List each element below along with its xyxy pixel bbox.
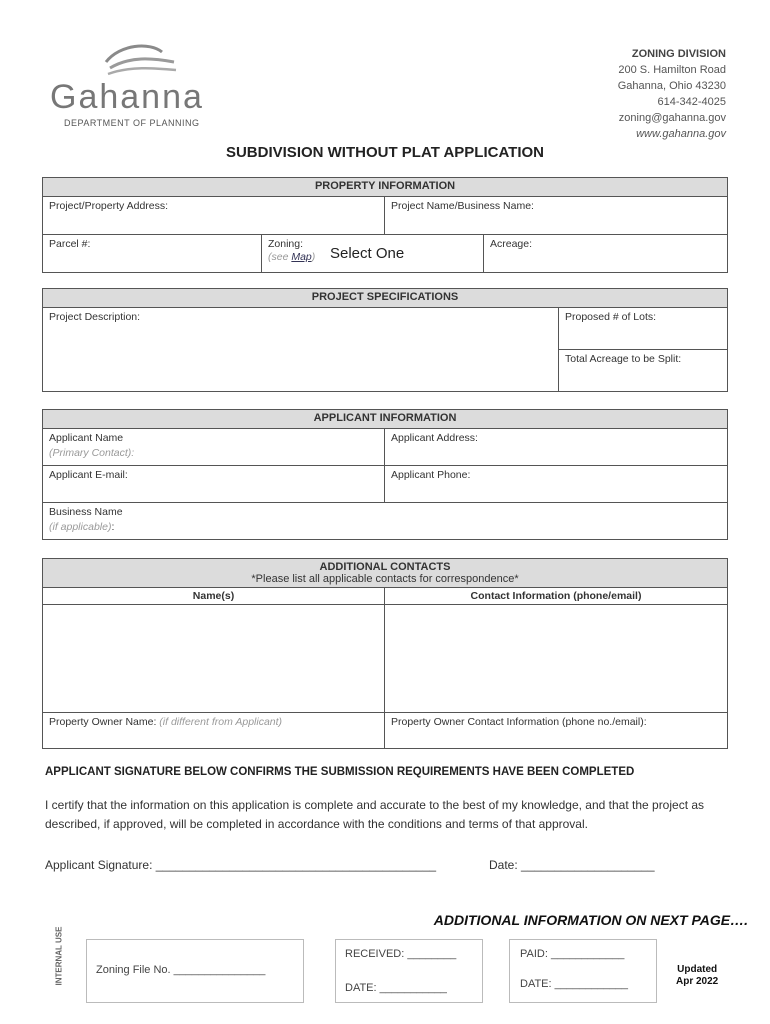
next-page-notice: ADDITIONAL INFORMATION ON NEXT PAGE…. [433,912,748,928]
owner-name-hint: (if different from Applicant) [159,716,283,728]
zoning-hint-pre: (see [268,251,292,263]
project-specs-heading: PROJECT SPECIFICATIONS [43,289,728,308]
phone-number: 614-342-4025 [657,96,726,108]
applicant-info-table [42,409,728,540]
additional-contacts-title: ADDITIONAL CONTACTS [319,561,451,573]
division-name: ZONING DIVISION [631,48,726,60]
property-address-label: Project/Property Address: [49,200,169,212]
website[interactable]: www.gahanna.gov [636,128,726,140]
applicant-email-label: Applicant E-mail: [49,469,128,481]
acreage-label: Acreage: [490,238,533,250]
project-description-field[interactable] [43,308,559,392]
acreage-split-field[interactable] [559,350,728,392]
proposed-lots-label: Proposed # of Lots: [565,311,657,323]
business-name-label: Business Name [49,506,123,518]
applicant-phone-field[interactable] [385,466,728,503]
contact-info-field[interactable] [385,605,728,713]
contact-info-column-header: Contact Information (phone/email) [385,588,728,605]
paid-label: PAID: ____________ [520,948,625,960]
applicant-name-hint: (Primary Contact): [49,447,135,459]
owner-contact-field[interactable] [385,713,728,749]
zoning-hint-post: ) [311,251,316,263]
project-name-field[interactable] [385,197,728,235]
received-box[interactable] [335,939,483,1003]
additional-contacts-subtitle: *Please list all applicable contacts for correspondence* [251,573,519,585]
property-info-table [42,177,728,273]
applicant-signature-line[interactable]: Applicant Signature: __________________________________________ [45,858,437,872]
owner-name-label: Property Owner Name: [49,716,160,728]
business-name-field[interactable] [43,503,728,540]
paid-date-label: DATE: ____________ [520,978,629,990]
project-specs-table [42,288,728,392]
updated-date: Apr 2022 [676,976,719,987]
gahanna-wave-logo-icon [100,40,180,82]
proposed-lots-field[interactable] [559,308,728,350]
city-address: Gahanna, Ohio 43230 [617,80,726,92]
updated-stamp [676,964,718,988]
acreage-split-label: Total Acreage to be Split: [565,353,682,365]
business-name-hint: (if applicable) [49,521,112,533]
received-label: RECEIVED: ________ [345,948,457,960]
form-title: SUBDIVISION WITHOUT PLAT APPLICATION [225,144,545,161]
zoning-file-box[interactable] [86,939,304,1003]
parcel-field[interactable] [43,235,262,273]
signature-heading: APPLICANT SIGNATURE BELOW CONFIRMS THE SUBMISSION REQUIREMENTS HAVE BEEN COMPLETED [45,766,635,778]
owner-name-field[interactable] [43,713,385,749]
zoning-label: Zoning: [268,238,304,250]
acreage-field[interactable] [484,235,728,273]
email-address[interactable]: zoning@gahanna.gov [618,112,726,124]
zoning-file-label: Zoning File No. _______________ [96,964,266,976]
street-address: 200 S. Hamilton Road [618,64,726,76]
internal-use-label: INTERNAL USE [54,926,64,986]
property-info-heading: PROPERTY INFORMATION [43,178,728,197]
updated-label: Updated [677,964,718,975]
dept-name: DEPARTMENT OF PLANNING [64,118,200,128]
applicant-email-field[interactable] [43,466,385,503]
names-column-header: Name(s) [43,588,385,605]
project-description-label: Project Description: [49,311,141,323]
zoning-field[interactable] [262,235,484,273]
applicant-phone-label: Applicant Phone: [391,469,471,481]
certification-text: I certify that the information on this application is complete and accurate to the best of my knowledge, and that the project as described, if approved, will be completed in accordance with the conditions and terms of that approval. [45,798,705,831]
paid-box[interactable] [509,939,657,1003]
owner-contact-label: Property Owner Contact Information (phone no./email): [391,716,647,728]
additional-contacts-heading [43,559,728,588]
org-logo-text: Gahanna [50,78,204,116]
additional-contacts-table [42,558,728,749]
applicant-name-field[interactable] [43,429,385,466]
business-name-colon: : [111,521,115,533]
received-date-label: DATE: ___________ [345,982,447,994]
project-name-label: Project Name/Business Name: [391,200,534,212]
applicant-address-label: Applicant Address: [391,432,478,444]
applicant-name-label: Applicant Name [49,432,124,444]
signature-date-line[interactable]: Date: ____________________ [489,858,655,872]
property-address-field[interactable] [43,197,385,235]
contact-block [618,46,726,142]
contact-names-field[interactable] [43,605,385,713]
zoning-select[interactable]: Select One [330,245,405,262]
applicant-address-field[interactable] [385,429,728,466]
parcel-label: Parcel #: [49,238,91,250]
zoning-map-link[interactable]: Map [291,251,312,263]
applicant-info-heading: APPLICANT INFORMATION [43,410,728,429]
